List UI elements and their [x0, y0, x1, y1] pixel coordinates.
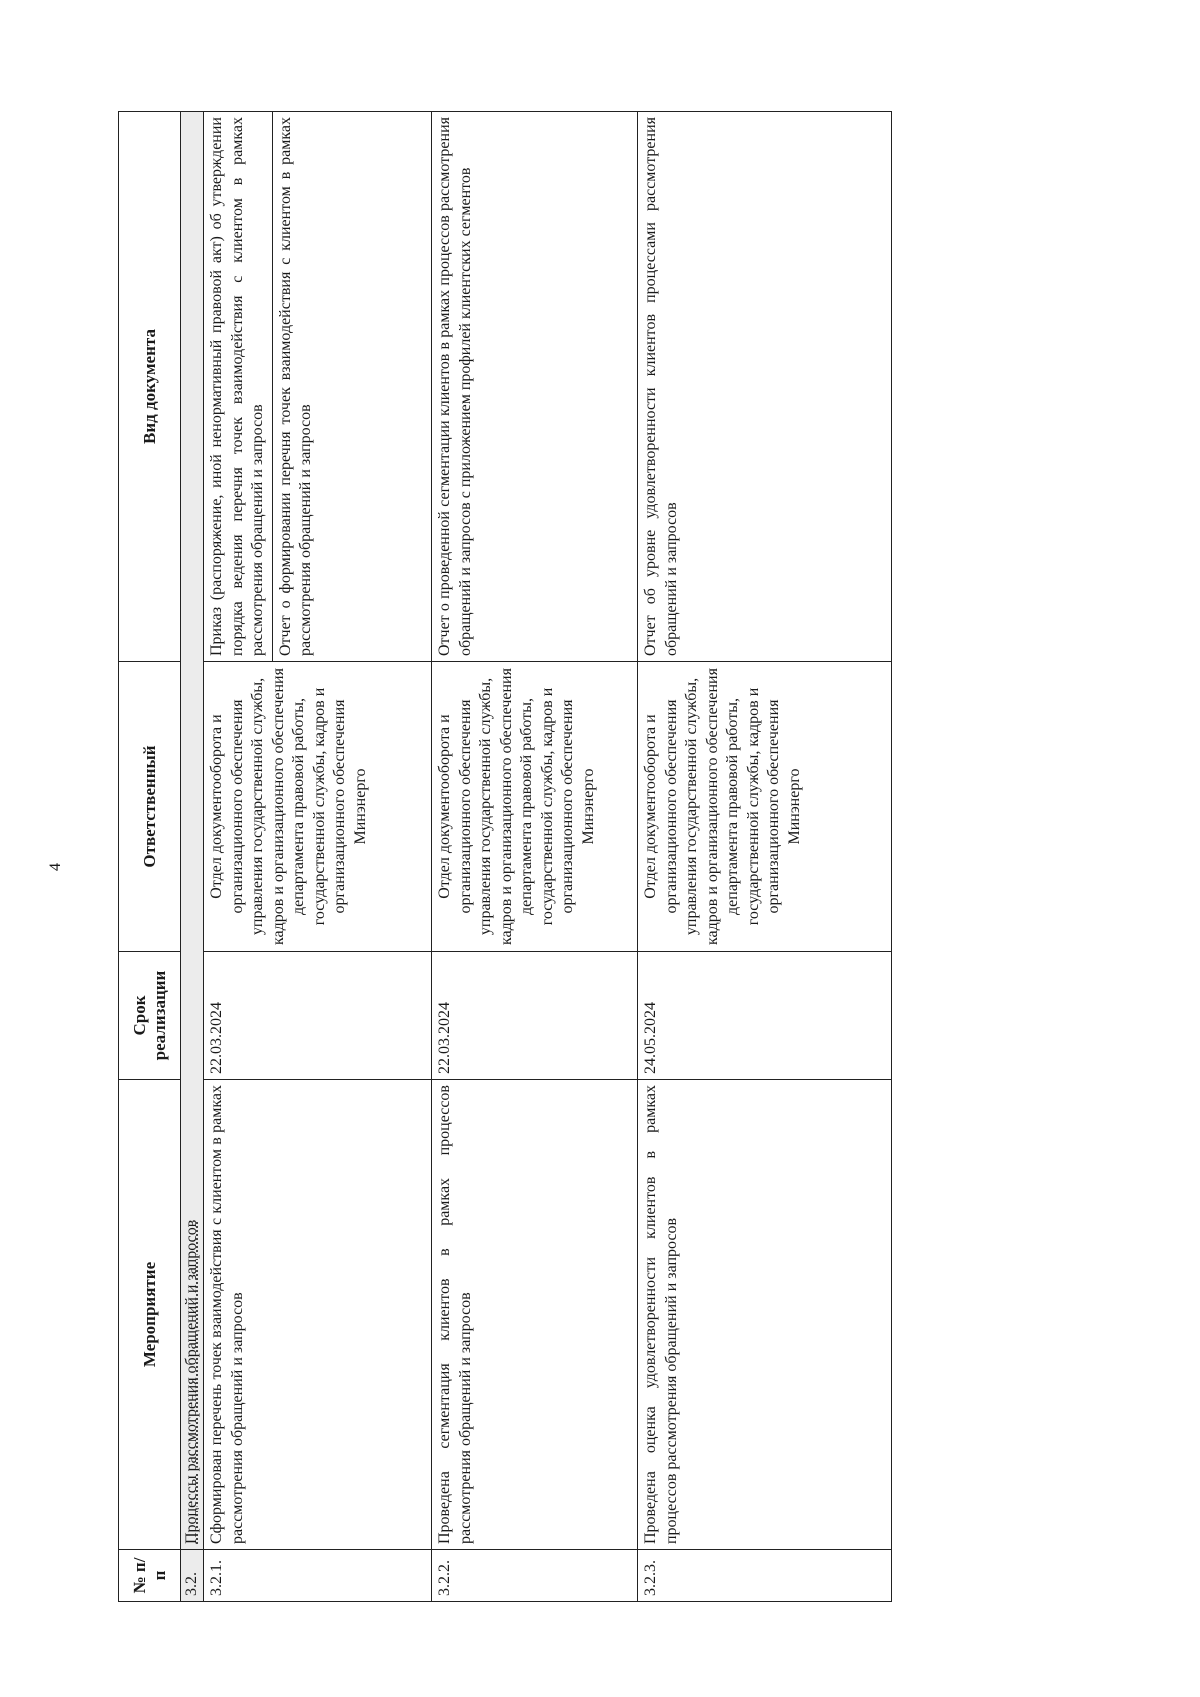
row-responsible: Отдел документооборота и организационного обеспечения управления государственной службы, кадров и организационного обеспечения департамента правовой работы, государственной службы, кадров и организационного обеспечения Минэнерго [638, 662, 892, 952]
row-num: 3.2.1. [204, 1550, 432, 1602]
row-term: 22.03.2024 [432, 952, 638, 1080]
table-header-row [119, 112, 181, 1602]
header-event: Мероприятие [119, 1080, 181, 1550]
table-row [204, 112, 432, 1602]
row-doc-type [204, 112, 432, 662]
doc-part-report: Отчет о формировании перечня точек взаимодействия с клиентом в рамках рассмотрения обращений и запросов [272, 112, 317, 661]
section-row [181, 112, 204, 1602]
table-row [638, 112, 892, 1602]
header-num: № п/п [119, 1550, 181, 1602]
header-responsible: Ответственный [119, 662, 181, 952]
row-num: 3.2.2. [432, 1550, 638, 1602]
row-term: 24.05.2024 [638, 952, 892, 1080]
section-num: 3.2. [181, 1550, 204, 1602]
row-event: Проведена оценка удовлетворенности клиентов в рамках процессов рассмотрения обращений и запросов [638, 1080, 892, 1550]
row-event: Проведена сегментация клиентов в рамках процессов рассмотрения обращений и запросов [432, 1080, 638, 1550]
row-doc-type: Отчет об уровне удовлетворенности клиентов процессами рассмотрения обращений и запросов [638, 112, 892, 662]
table-row [432, 112, 638, 1602]
row-doc-type: Отчет о проведенной сегментации клиентов в рамках процессов рассмотрения обращений и запросов с приложением профилей клиентских сегментов [432, 112, 638, 662]
row-num: 3.2.3. [638, 1550, 892, 1602]
row-responsible: Отдел документооборота и организационного обеспечения управления государственной службы, кадров и организационного обеспечения департамента правовой работы, государственной службы, кадров и организационного обеспечения Минэнерго [204, 662, 432, 952]
rotated-page-content [118, 112, 888, 1602]
row-responsible: Отдел документооборота и организационного обеспечения управления государственной службы, кадров и организационного обеспечения департамента правовой работы, государственной службы, кадров и организационного обеспечения Минэнерго [432, 662, 638, 952]
row-event: Сформирован перечень точек взаимодействия с клиентом в рамках рассмотрения обращений и запросов [204, 1080, 432, 1550]
row-term: 22.03.2024 [204, 952, 432, 1080]
header-term: Срок реализации [119, 952, 181, 1080]
doc-part-order: Приказ (распоряжение, иной ненормативный правовой акт) об утверждении порядка ведения перечня точек взаимодействия с клиентом в рамках рассмотрения обращений и запросов [208, 117, 267, 656]
action-plan-table [118, 111, 892, 1602]
section-title: Процессы рассмотрения обращений и запросов [181, 112, 204, 1550]
page-number: 4 [47, 863, 64, 871]
header-doc-type: Вид документа [119, 112, 181, 662]
